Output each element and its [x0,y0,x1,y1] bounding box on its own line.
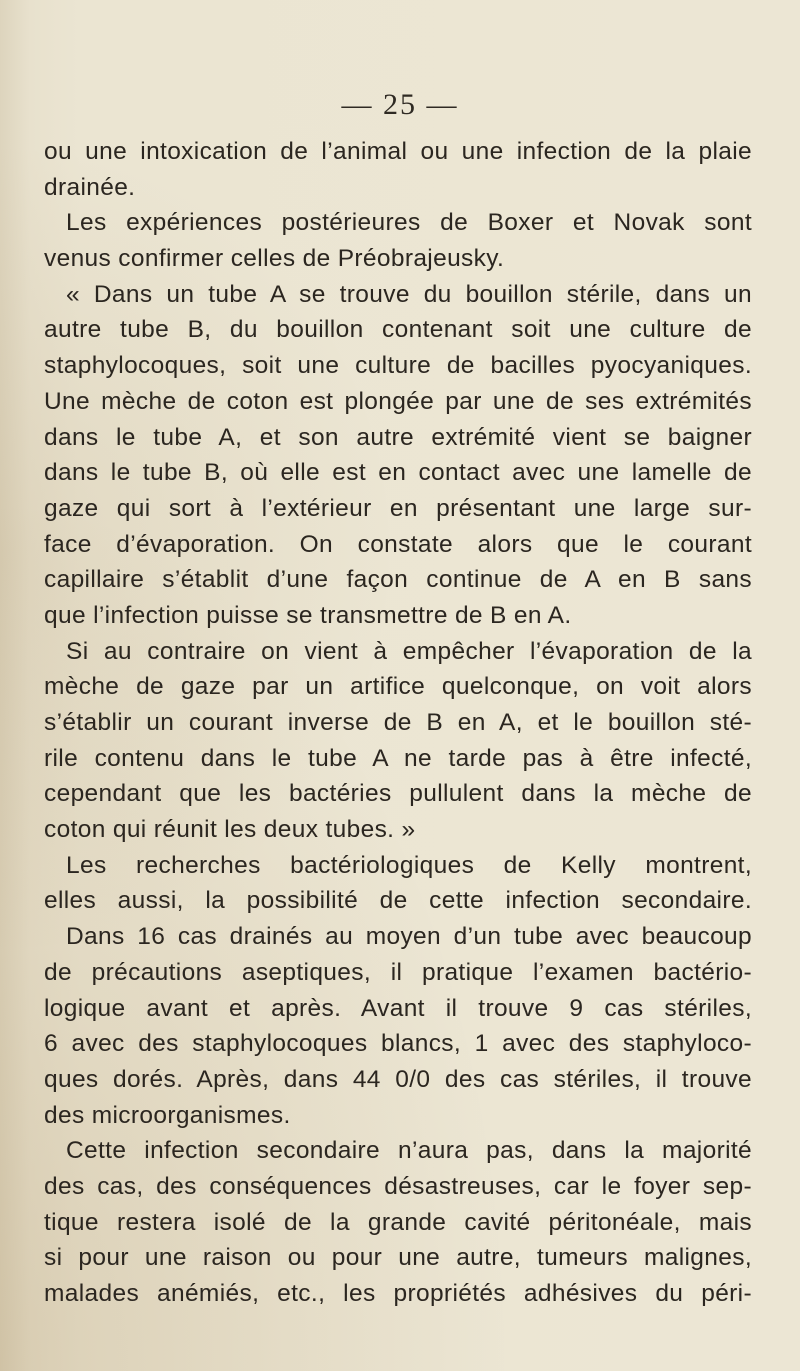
text-line: logique avant et après. Avant il trouve 9 cas stériles, [44,994,752,1022]
text-line: si pour une raison ou pour une autre, tumeurs malignes, [44,1244,752,1272]
text-line: s’établir un courant inverse de B en A, et le bouillon sté- [44,709,752,736]
text-line: gaze qui sort à l’extérieur en présentant une large sur- [44,494,752,522]
text-line: cependant que les bactéries pullulent dans la mèche de [44,780,752,808]
text-line: 6 avec des staphylocoques blancs, 1 avec des staphyloco- [44,1030,752,1058]
page-number: — 25 — [341,88,459,121]
text-line: autre tube B, du bouillon contenant soit une culture de [44,316,752,344]
text-line: tique restera isolé de la grande cavité péritonéale, mais [44,1208,752,1236]
text-line: staphylocoques, soit une culture de bacilles pyocyaniques. [44,352,752,380]
text-line: Si au contraire on vient à empêcher l’évaporation de la [66,637,752,665]
text-line: de précautions aseptiques, il pratique l’examen bactério- [44,958,752,986]
text-line: Les recherches bactériologiques de Kelly montrent, [66,851,752,879]
text-line: ou une intoxication de l’animal ou une infection de la plaie [44,138,752,165]
text-line: coton qui réunit les deux tubes. » [44,816,416,844]
text-line: capillaire s’établit d’une façon continue de A en B sans [44,566,752,594]
text-line: des microorganismes. [44,1101,291,1129]
text-line: Dans 16 cas drainés au moyen d’un tube avec beaucoup [66,923,752,951]
text-line: dans le tube B, où elle est en contact avec une lamelle de [44,459,752,487]
text-line: Les expériences postérieures de Boxer et Novak sont [66,209,752,237]
text-line: ques dorés. Après, dans 44 0/0 des cas stériles, il trouve [44,1065,752,1093]
text-line: venus confirmer celles de Préobrajeusky. [44,245,505,273]
text-line: drainée. [44,173,136,201]
text-line: des cas, des conséquences désastreuses, car le foyer sep- [44,1172,752,1200]
text-line: Une mèche de coton est plongée par une de ses extrémités [44,387,752,415]
text-line: malades anémiés, etc., les propriétés adhésives du péri- [44,1280,752,1307]
text-line: mèche de gaze par un artifice quelconque, on voit alors [44,673,752,701]
text-line: Cette infection secondaire n’aura pas, dans la majorité [66,1137,752,1165]
body-text [44,134,752,1312]
text-line: que l’infection puisse se transmettre de B en A. [44,601,572,629]
text-line: rile contenu dans le tube A ne tarde pas à être infecté, [44,744,752,772]
text-line: dans le tube A, et son autre extrémité vient se baigner [44,423,752,451]
text-line: face d’évaporation. On constate alors que le courant [44,530,752,558]
text-line: « Dans un tube A se trouve du bouillon stérile, dans un [66,280,752,308]
text-line: elles aussi, la possibilité de cette infection secondaire. [44,887,752,915]
